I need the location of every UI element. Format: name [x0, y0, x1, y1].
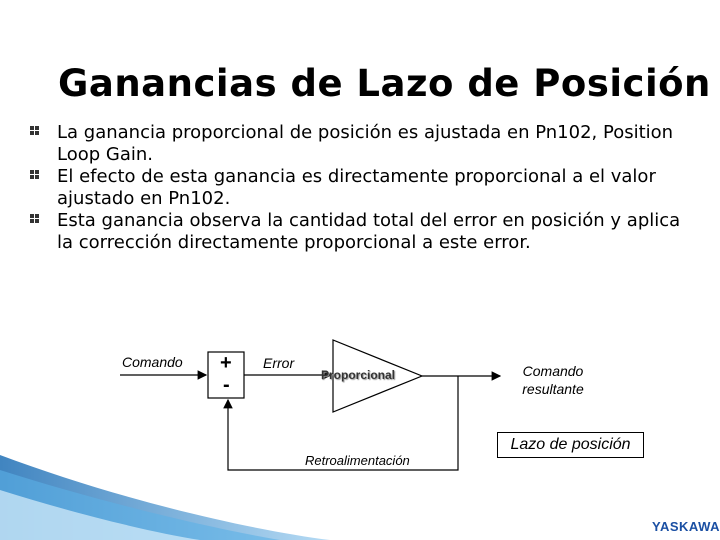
slide-title: Ganancias de Lazo de Posición — [58, 62, 711, 105]
input-label: Comando — [122, 354, 183, 370]
output-label — [516, 362, 590, 398]
bullet-text: La ganancia proporcional de posición es ajustada en Pn102, Position Loop Gain. — [57, 122, 674, 165]
feedback-label: Retroalimentación — [305, 453, 410, 468]
yaskawa-logo: YASKAWA — [652, 519, 720, 534]
block-label: Proporcional — [321, 368, 396, 382]
output-label-line2: resultante — [522, 381, 584, 397]
minus-sign: - — [223, 374, 230, 396]
bullet-text: El efecto de esta ganancia es directamente proporcional a el valor ajustado en Pn102. — [57, 166, 656, 209]
output-label-line1: Comando — [522, 363, 584, 379]
error-label: Error — [263, 355, 295, 371]
loop-label: Lazo de posición — [497, 432, 644, 458]
bullet-text: Esta ganancia observa la cantidad total del error en posición y aplica la corrección directamente proporcional a este error. — [57, 210, 681, 253]
plus-sign: + — [220, 352, 232, 374]
